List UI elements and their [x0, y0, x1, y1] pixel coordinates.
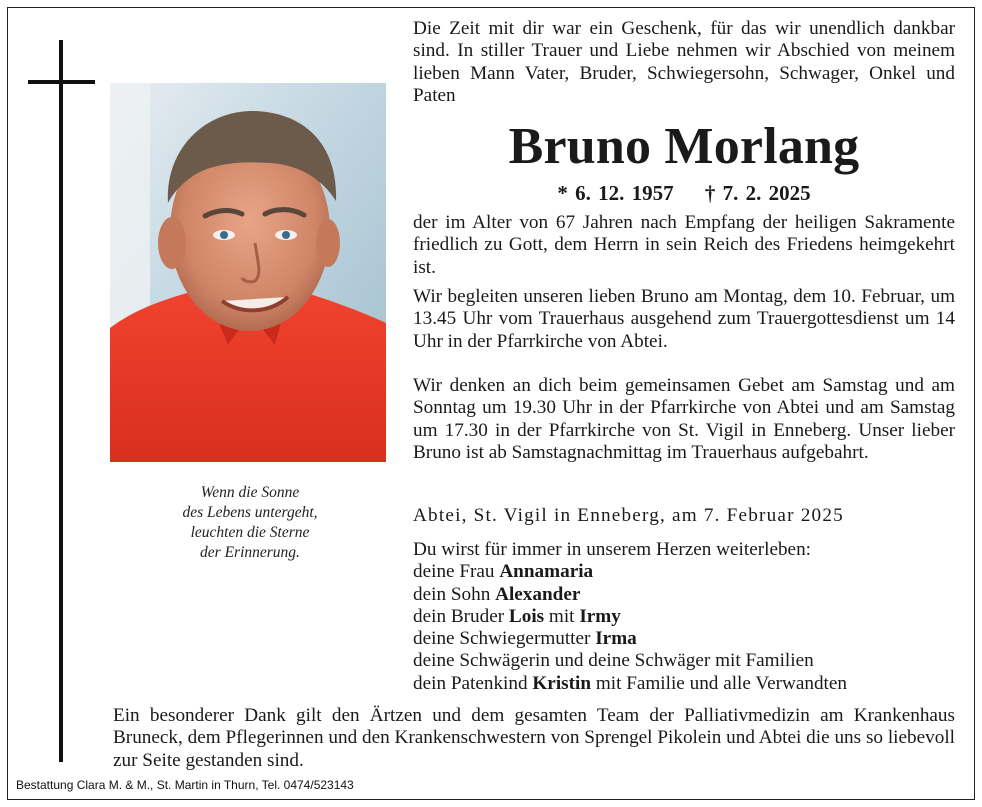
- life-dates: [413, 180, 955, 206]
- survivor-name: Irmy: [579, 605, 621, 627]
- funeral-text: [413, 286, 955, 353]
- survivor-suffix: mit Familie und alle Verwandten: [591, 672, 847, 694]
- survivor-line: [413, 584, 955, 606]
- survivor-relation: dein Bruder: [413, 605, 509, 627]
- intro-text: [413, 18, 955, 108]
- survivor-line: [413, 673, 955, 695]
- survivor-relation: dein Patenkind: [413, 672, 533, 694]
- survivor-line: [413, 561, 955, 583]
- quote-line: Wenn die Sonne: [200, 484, 300, 501]
- prayer-paragraph: Wir denken an dich beim gemeinsamen Gebet am Samstag und am Sonntag um 19.30 Uhr in der Pfarrkirche von Abtei und am Samstag um 17.30 in der Pfarrkirche von St. Vigil in Enneberg. Unser lieber Bruno ist ab Samstagnachmittag im Trauerhaus aufgebahrt.: [413, 375, 955, 464]
- survivor-relation: deine Schwiegermutter: [413, 628, 596, 650]
- age-text: [413, 212, 955, 279]
- survivor-name: Alexander: [495, 583, 581, 605]
- survivor-relation: deine Frau: [413, 561, 500, 583]
- survivor-name: Kristin: [532, 672, 592, 694]
- portrait-illustration: [110, 83, 386, 462]
- quote-line: des Lebens untergeht,: [182, 504, 318, 521]
- deceased-name: Bruno Morlang: [508, 118, 860, 175]
- cross-icon-horizontal: [28, 80, 95, 84]
- survivor-name: Annamaria: [499, 561, 594, 583]
- quote-line: der Erinnerung.: [200, 544, 300, 561]
- place-date: Abtei, St. Vigil in Enneberg, am 7. Februar 2025: [413, 505, 844, 526]
- survivors-list: [413, 539, 955, 695]
- funeral-home-footer: Bestattung Clara M. & M., St. Martin in Thurn, Tel. 0474/523143: [16, 778, 354, 792]
- age-paragraph: der im Alter von 67 Jahren nach Empfang der heiligen Sakramente friedlich zu Gott, dem Herrn in sein Reich des Friedens heimgekehrt ist.: [413, 212, 955, 278]
- survivor-name: Irma: [595, 628, 637, 650]
- birth-date: * 6. 12. 1957: [557, 181, 674, 205]
- survivor-line: [413, 650, 955, 672]
- funeral-paragraph: Wir begleiten unseren lieben Bruno am Montag, dem 10. Februar, um 13.45 Uhr vom Trauerhaus ausgehend zum Trauergottesdienst um 14 Uhr in der Pfarrkirche von Abtei.: [413, 286, 955, 352]
- death-date: † 7. 2. 2025: [704, 181, 811, 205]
- cross-icon-vertical: [59, 40, 63, 762]
- portrait-photo: [110, 83, 386, 462]
- quote-line: leuchten die Sterne: [190, 524, 310, 541]
- survivor-line: [413, 628, 955, 650]
- survivor-name: Lois: [508, 605, 545, 627]
- survivor-relation: deine Schwägerin und deine Schwäger mit Familien: [413, 650, 814, 672]
- survivor-line: [413, 606, 955, 628]
- survivor-relation: dein Sohn: [413, 583, 496, 605]
- thanks-text: Ein besonderer Dank gilt den Ärtzen und dem gesamten Team der Palliativmedizin am Krankenhaus Bruneck, dem Pflegerinnen und den Krankenschwestern von Sprengel Pikolein und Abtei die uns so liebevoll zur Seite gestanden sind.: [113, 705, 955, 771]
- prayer-text: [413, 375, 955, 465]
- memorial-quote: [150, 483, 350, 563]
- intro-paragraph: Die Zeit mit dir war ein Geschenk, für das wir unendlich dankbar sind. In stiller Trauer und Liebe nehmen wir Abschied von meinem lieben Mann Vater, Bruder, Schwiegersohn, Schwager, Onkel und Paten: [413, 18, 955, 107]
- survivors-intro: Du wirst für immer in unserem Herzen weiterleben:: [413, 539, 812, 560]
- survivor-connector: mit: [544, 605, 580, 627]
